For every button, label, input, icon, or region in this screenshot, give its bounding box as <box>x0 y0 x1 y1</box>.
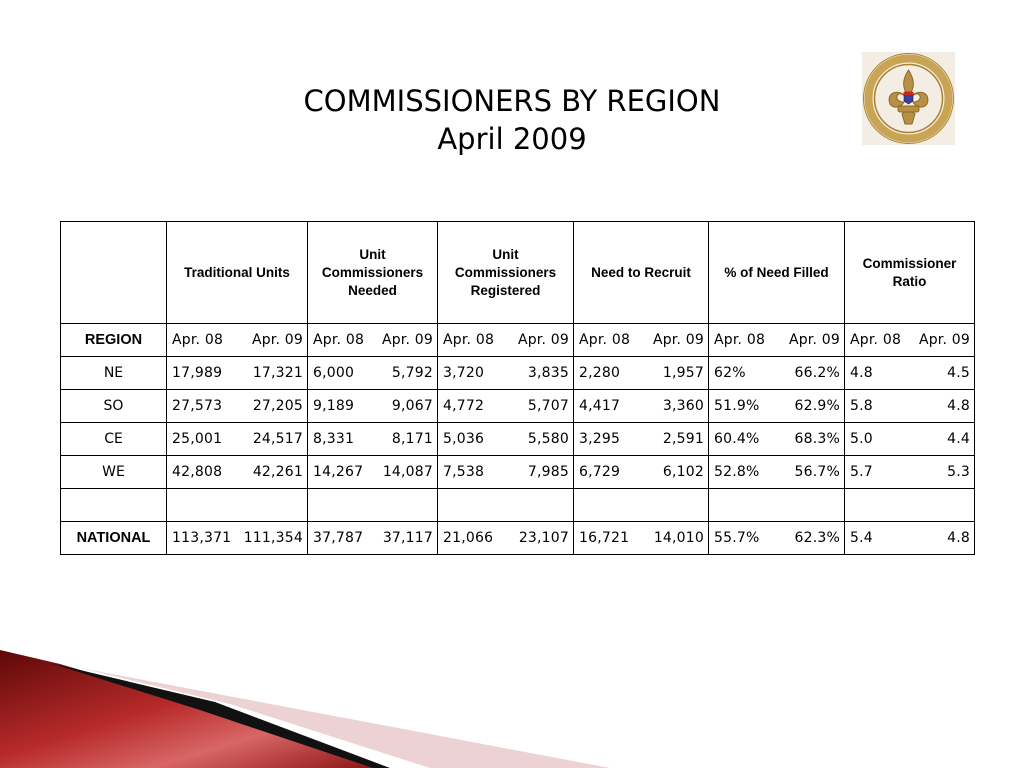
header-line: Commissioners <box>321 264 424 280</box>
value-apr08: 62% <box>714 365 746 381</box>
subheader-cell <box>438 324 574 357</box>
header-line: Commissioners <box>454 264 557 280</box>
national-row <box>61 522 975 555</box>
period-label: Apr. 08 <box>443 332 495 348</box>
value-apr09: 62.3% <box>794 530 840 546</box>
value-cell <box>574 423 709 456</box>
value-apr08: 5.4 <box>850 530 873 546</box>
value-cell <box>574 522 709 555</box>
period-label: Apr. 09 <box>381 332 433 348</box>
header-unit-commissioners-registered <box>438 222 574 324</box>
blank-cell <box>61 489 167 522</box>
period-label: Apr. 09 <box>918 332 970 348</box>
value-cell <box>167 522 308 555</box>
header-need-to-recruit <box>574 222 709 324</box>
value-cell <box>167 357 308 390</box>
value-cell <box>574 390 709 423</box>
table-body <box>61 357 975 489</box>
region-cell: SO <box>61 390 167 423</box>
header-line: Unit <box>359 246 386 262</box>
subheader-cell <box>574 324 709 357</box>
value-apr09: 5,580 <box>527 431 569 447</box>
blank-cell <box>167 489 308 522</box>
value-apr08: 5.8 <box>850 398 873 414</box>
value-apr08: 51.9% <box>714 398 760 414</box>
value-apr08: 8,331 <box>313 431 355 447</box>
blank-cell <box>438 489 574 522</box>
header-line: Ratio <box>892 273 927 289</box>
value-apr08: 5.0 <box>850 431 873 447</box>
value-cell <box>167 456 308 489</box>
subheader-cell <box>709 324 845 357</box>
value-apr09: 68.3% <box>794 431 840 447</box>
value-cell <box>845 357 975 390</box>
value-apr09: 14,010 <box>653 530 704 546</box>
period-label: Apr. 09 <box>652 332 704 348</box>
region-cell: NE <box>61 357 167 390</box>
value-apr09: 24,517 <box>252 431 303 447</box>
value-apr09: 42,261 <box>252 464 303 480</box>
value-apr08: 7,538 <box>443 464 485 480</box>
value-apr08: 4.8 <box>850 365 873 381</box>
value-apr08: 37,787 <box>313 530 364 546</box>
blank-cell <box>709 489 845 522</box>
header-traditional-units <box>167 222 308 324</box>
period-label: Apr. 08 <box>172 332 224 348</box>
period-label: Apr. 09 <box>788 332 840 348</box>
value-apr09: 3,835 <box>527 365 569 381</box>
period-label: Apr. 08 <box>714 332 766 348</box>
value-apr09: 17,321 <box>252 365 303 381</box>
region-cell: WE <box>61 456 167 489</box>
region-label: REGION <box>61 324 167 357</box>
value-cell <box>438 357 574 390</box>
value-apr09: 5.3 <box>947 464 970 480</box>
value-apr09: 9,067 <box>391 398 433 414</box>
value-cell <box>709 390 845 423</box>
title-line-1: COMMISSIONERS BY REGION <box>303 84 721 118</box>
value-cell <box>574 456 709 489</box>
value-apr08: 14,267 <box>313 464 364 480</box>
header-line: Needed <box>348 282 397 298</box>
value-apr08: 21,066 <box>443 530 494 546</box>
value-apr09: 1,957 <box>662 365 704 381</box>
value-cell <box>709 522 845 555</box>
value-cell <box>438 522 574 555</box>
value-apr09: 66.2% <box>794 365 840 381</box>
value-apr09: 7,985 <box>527 464 569 480</box>
header-line: Traditional Units <box>184 264 290 280</box>
decorative-footer-swoosh <box>0 630 1024 768</box>
region-cell: CE <box>61 423 167 456</box>
value-apr08: 9,189 <box>313 398 355 414</box>
value-cell <box>709 456 845 489</box>
period-label: Apr. 08 <box>579 332 631 348</box>
header-line: Unit <box>492 246 519 262</box>
value-apr09: 56.7% <box>794 464 840 480</box>
region-row-ne <box>61 357 975 390</box>
value-apr08: 3,720 <box>443 365 485 381</box>
value-cell <box>845 390 975 423</box>
subheader-cell <box>308 324 438 357</box>
value-cell <box>308 390 438 423</box>
value-apr08: 113,371 <box>172 530 232 546</box>
value-apr09: 111,354 <box>243 530 303 546</box>
header-unit-commissioners-needed <box>308 222 438 324</box>
blank-row <box>61 489 975 522</box>
national-label: NATIONAL <box>61 522 167 555</box>
value-apr09: 4.4 <box>947 431 970 447</box>
value-apr08: 3,295 <box>579 431 621 447</box>
period-label: Apr. 08 <box>313 332 365 348</box>
value-apr08: 5,036 <box>443 431 485 447</box>
header-line: Registered <box>470 282 541 298</box>
region-row-ce <box>61 423 975 456</box>
value-cell <box>308 522 438 555</box>
region-row-so <box>61 390 975 423</box>
value-apr08: 60.4% <box>714 431 760 447</box>
blank-cell <box>574 489 709 522</box>
value-apr09: 8,171 <box>391 431 433 447</box>
value-apr08: 4,772 <box>443 398 485 414</box>
period-label: Apr. 09 <box>517 332 569 348</box>
value-cell <box>167 423 308 456</box>
value-apr08: 16,721 <box>579 530 630 546</box>
value-apr09: 23,107 <box>518 530 569 546</box>
blank-cell <box>308 489 438 522</box>
header-commissioner-ratio <box>845 222 975 324</box>
value-apr08: 4,417 <box>579 398 621 414</box>
value-apr09: 6,102 <box>662 464 704 480</box>
region-row-we <box>61 456 975 489</box>
value-cell <box>438 423 574 456</box>
value-cell <box>308 423 438 456</box>
value-cell <box>709 357 845 390</box>
header-line: Need to Recruit <box>591 264 691 280</box>
title-line-2: April 2009 <box>437 122 587 156</box>
header-region-blank <box>61 222 167 324</box>
subheader-cell <box>167 324 308 357</box>
value-apr09: 3,360 <box>662 398 704 414</box>
value-apr08: 5.7 <box>850 464 873 480</box>
value-cell <box>845 456 975 489</box>
value-apr08: 27,573 <box>172 398 223 414</box>
commissioners-table <box>60 221 975 555</box>
value-apr09: 5,707 <box>527 398 569 414</box>
value-cell <box>574 357 709 390</box>
value-apr08: 17,989 <box>172 365 223 381</box>
header-line: % of Need Filled <box>724 264 829 280</box>
period-label: Apr. 09 <box>251 332 303 348</box>
value-apr09: 4.8 <box>947 398 970 414</box>
value-cell <box>438 456 574 489</box>
value-apr08: 6,000 <box>313 365 355 381</box>
value-apr08: 25,001 <box>172 431 223 447</box>
table-header-row <box>61 222 975 324</box>
value-apr09: 2,591 <box>662 431 704 447</box>
value-apr09: 4.5 <box>947 365 970 381</box>
value-cell <box>308 357 438 390</box>
subheader-row <box>61 324 975 357</box>
value-apr08: 2,280 <box>579 365 621 381</box>
period-label: Apr. 08 <box>850 332 902 348</box>
value-apr09: 14,087 <box>382 464 433 480</box>
value-apr08: 52.8% <box>714 464 760 480</box>
blank-cell <box>845 489 975 522</box>
subheader-cell <box>845 324 975 357</box>
value-apr09: 27,205 <box>252 398 303 414</box>
value-apr09: 4.8 <box>947 530 970 546</box>
header-percent-need-filled <box>709 222 845 324</box>
value-cell <box>845 423 975 456</box>
value-cell <box>308 456 438 489</box>
value-apr08: 42,808 <box>172 464 223 480</box>
value-cell <box>438 390 574 423</box>
slide-title <box>212 82 812 158</box>
bsa-emblem-logo <box>862 52 955 145</box>
value-apr08: 6,729 <box>579 464 621 480</box>
value-cell <box>845 522 975 555</box>
header-line: Commissioner <box>862 255 957 271</box>
value-apr09: 37,117 <box>382 530 433 546</box>
value-apr09: 62.9% <box>794 398 840 414</box>
value-apr08: 55.7% <box>714 530 760 546</box>
value-cell <box>167 390 308 423</box>
value-apr09: 5,792 <box>391 365 433 381</box>
value-cell <box>709 423 845 456</box>
